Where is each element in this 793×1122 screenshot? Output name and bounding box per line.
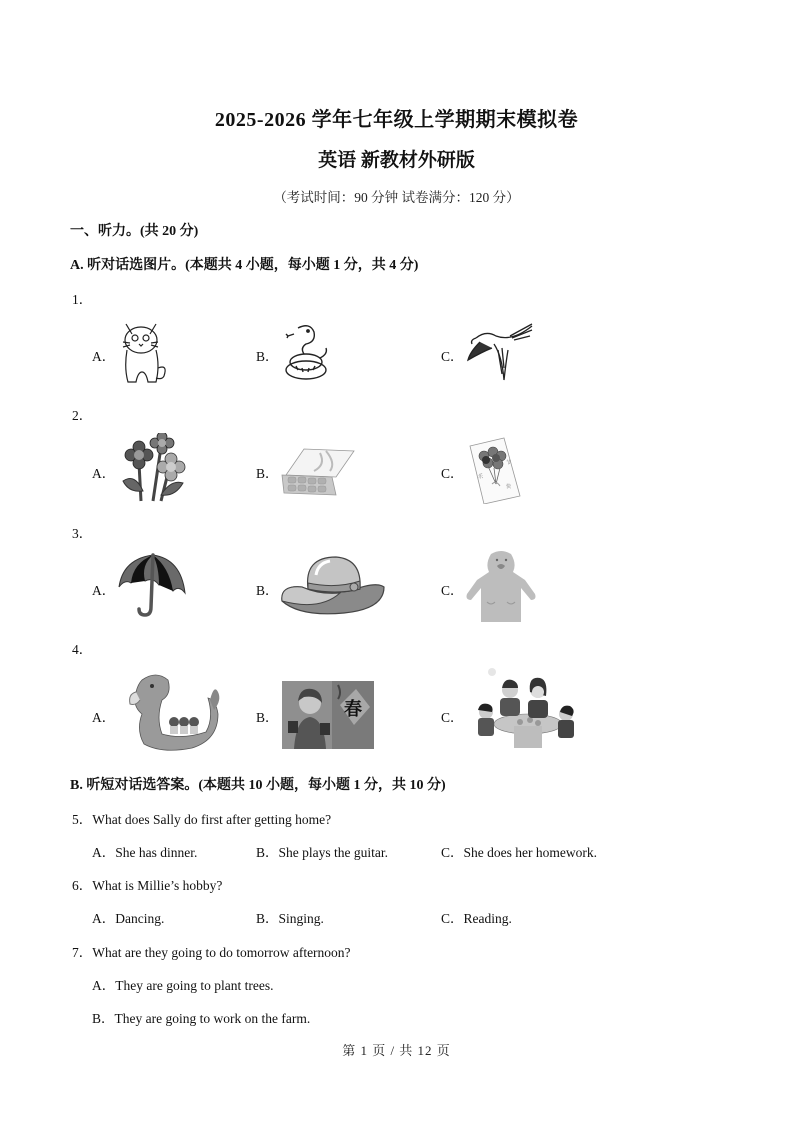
option-text: Singing.: [278, 911, 324, 926]
option-a: [92, 907, 164, 927]
option-text: They are going to plant trees.: [115, 978, 274, 993]
option-letter: A．: [92, 466, 116, 481]
svg-text:节: 节: [506, 460, 512, 466]
section-b-heading: B. 听短对话选答案。(本题共 10 小题，每小题 1 分，共 10 分): [70, 778, 446, 793]
question-number: 7．: [72, 945, 93, 960]
question-7: [72, 941, 351, 961]
chocolate-box-picture: [280, 445, 356, 497]
spring-festival-picture: [282, 681, 374, 749]
option-letter: A．: [92, 710, 116, 725]
question-number: 1．: [72, 292, 93, 307]
question-text: What are they going to do tomorrow afternoon?: [92, 945, 351, 960]
option-letter: C．: [441, 710, 464, 725]
option-text: She has dinner.: [115, 845, 198, 860]
option-a: [92, 974, 273, 994]
question-number: 2．: [72, 408, 93, 423]
option-letter: C．: [441, 583, 464, 598]
cat-picture: [118, 320, 170, 386]
raincoat-picture: [465, 550, 537, 622]
option-letter: B．: [92, 1011, 115, 1026]
option-letter: A．: [92, 978, 116, 993]
hat-picture: [280, 555, 386, 617]
page-number: 第 1 页 / 共 12 页: [342, 1043, 451, 1058]
option-text: Reading.: [463, 911, 512, 926]
question-number: 4．: [72, 642, 93, 657]
option-letter: B．: [256, 845, 279, 860]
dragon-boat-picture: [122, 670, 224, 754]
question-5: [72, 808, 331, 828]
greeting-card-picture: [466, 436, 524, 504]
option-letter: A．: [92, 583, 116, 598]
option-text: She plays the guitar.: [278, 845, 388, 860]
option-letter: B．: [256, 911, 279, 926]
question-text: What is Millie’s hobby?: [92, 878, 223, 893]
exam-title: 2025-2026 学年七年级上学期期末模拟卷: [214, 109, 579, 131]
option-letter: B．: [256, 466, 279, 481]
option-letter: C．: [441, 911, 464, 926]
svg-text:春: 春: [344, 699, 362, 720]
option-letter: B．: [256, 349, 279, 364]
option-text: Dancing.: [115, 911, 165, 926]
option-a: [92, 841, 197, 861]
option-text: They are going to work on the farm.: [114, 1011, 311, 1026]
part-listening-heading: 一、听力。(共 20 分): [70, 224, 199, 239]
option-b: [256, 841, 388, 861]
bird-picture: [466, 322, 534, 384]
question-text: What does Sally do first after getting home?: [92, 812, 332, 827]
option-letter: A．: [92, 845, 116, 860]
exam-info: （考试时间：90 分钟 试卷满分：120 分）: [273, 190, 520, 205]
svg-text:乐: 乐: [478, 474, 484, 480]
option-letter: C．: [441, 845, 464, 860]
svg-text:快: 快: [506, 484, 512, 490]
exam-subtitle: 英语 新教材外研版: [318, 150, 475, 171]
option-letter: C．: [441, 466, 464, 481]
option-b: [92, 1007, 310, 1027]
option-b: [256, 907, 324, 927]
section-a-heading: A. 听对话选图片。(本题共 4 小题，每小题 1 分，共 4 分): [70, 258, 419, 273]
question-6: [72, 874, 222, 894]
option-text: She does her homework.: [463, 845, 597, 860]
flowers-picture: [117, 433, 189, 503]
question-number: 6．: [72, 878, 93, 893]
umbrella-picture: [117, 553, 187, 617]
option-letter: A．: [92, 911, 116, 926]
family-dinner-picture: [468, 668, 584, 752]
option-c: [441, 841, 597, 861]
question-number: 3．: [72, 526, 93, 541]
option-letter: C．: [441, 349, 464, 364]
option-letter: B．: [256, 710, 279, 725]
option-letter: A．: [92, 349, 116, 364]
question-number: 5．: [72, 812, 93, 827]
option-c: [441, 907, 512, 927]
snake-picture: [282, 322, 330, 384]
option-letter: B．: [256, 583, 279, 598]
